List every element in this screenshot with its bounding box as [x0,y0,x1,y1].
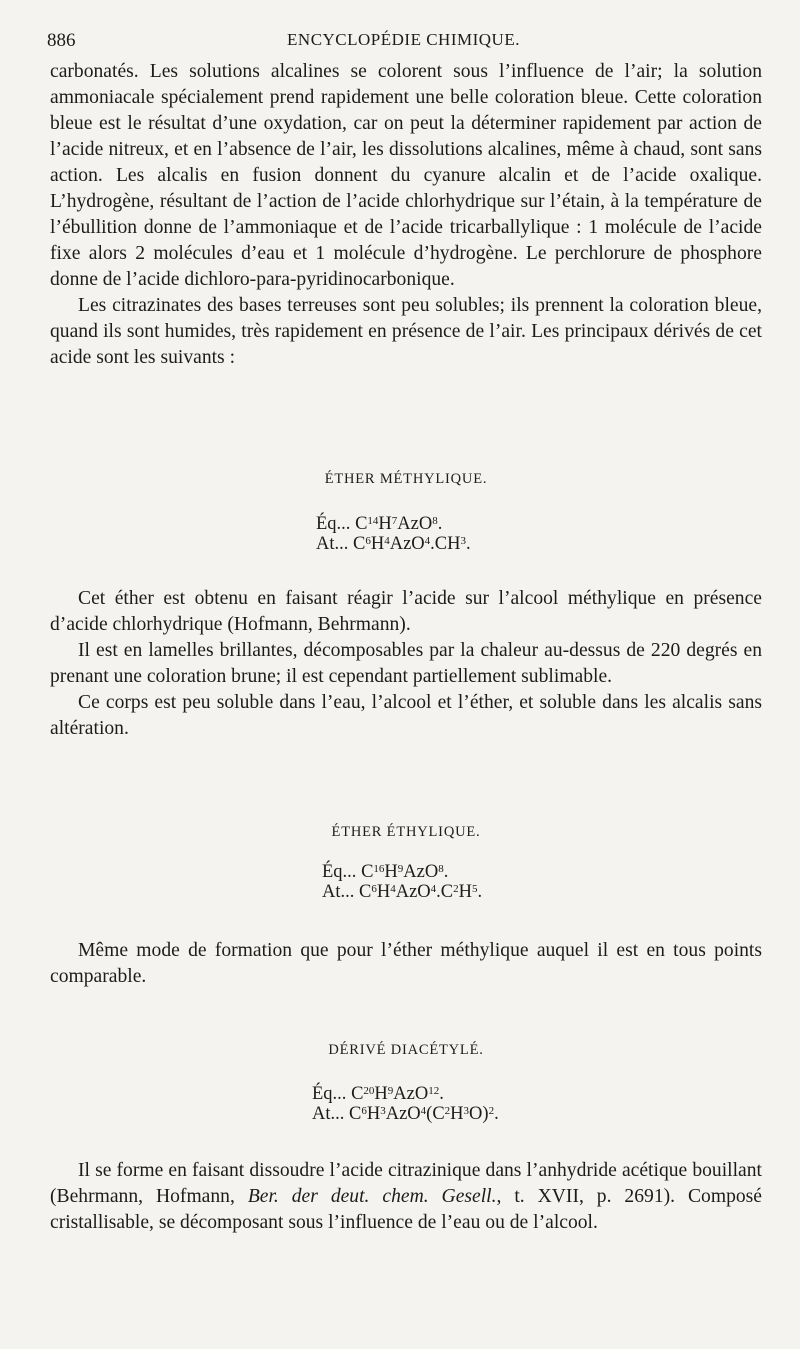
formula-at: At... $C^6H^4AzO^4.C^2H^5$. [322,882,483,902]
heading-ether-ethylique: ÉTHER ÉTHYLIQUE. [331,824,481,840]
formula-at: At... $C^6H^3AzO^4(C^2H^3O)^2$. [312,1104,499,1124]
paragraph-diacetyl: Il se forme en faisant dissoudre l’acide citrazinique dans l’anhydride acétique bouillant (Behrmann, Hofmann, Ber. der deut. chem. Gesell., t. XVII, p. 2691). Composé cristallisable, se décomposant sous l’influence de l’eau ou de l’alcool. [50,1160,762,1233]
formula-at: At... $C^6H^4AzO^4.CH^3$. [316,534,471,554]
page-header [47,30,760,54]
intro-block [50,59,762,371]
paragraph-citrazinates: Les citrazinates des bases terreuses sont peu solubles; ils prennent la coloration bleue, quand ils sont humides, très rapidement en présence de l’air. Les principaux dérivés de cet acide sont les suivants : [50,295,762,368]
ethyl-text-block [50,938,762,990]
formula-eq: Éq... $C^{16}H^9AzO^8$. [322,862,449,882]
diacetyl-text-block [50,1158,762,1236]
formula-eq: Éq... $C^{14}H^7AzO^8$. [316,514,443,534]
paragraph-methyl-preparation: Cet éther est obtenu en faisant réagir l’acide sur l’alcool méthylique en présence d’acide chlorhydrique (Hofmann, Behrmann). [50,588,762,635]
formula-ether-ethylique [322,862,622,902]
journal-title: Ber. der deut. chem. Gesell. [247,1186,497,1207]
running-title: ENCYCLOPÉDIE CHIMIQUE. [287,30,520,49]
paragraph-carbonates: carbonatés. Les solutions alcalines se colorent sous l’influence de l’air; la solution ammoniacale spécialement prend rapidement une belle coloration bleue. Cette coloration bleue est le résultat d’une oxydation, car on peut la déterminer rapidement par action de l’acide nitreux, et en l’absence de l’air, les dissolutions alcalines, même à chaud, sont sans action. Les alcalis en fusion donnent du cyanure alcalin et de l’acide oxalique. L’hydrogène, résultant de l’action de l’acide chlorhydrique sur l’étain, à la température de l’ébullition donne de l’ammoniaque et de l’acide tricarballylique : 1 molécule de l’acide fixe alors 2 molécules d’eau et 1 molécule d’hydrogène. Le perchlorure de phosphore donne de l’acide dichloro-para-pyridinocarbonique. [50,61,762,290]
heading-derive-diacetyle: DÉRIVÉ DIACÉTYLÉ. [328,1042,484,1058]
formula-derive-diacetyle [312,1084,632,1124]
heading-ether-methylique: ÉTHER MÉTHYLIQUE. [324,471,488,487]
formula-eq: Éq... $C^{20}H^9AzO^{12}$. [312,1084,444,1104]
methyl-text-block [50,586,762,742]
paragraph-ethyl: Même mode de formation que pour l’éther méthylique auquel il est en tous points comparable. [50,940,762,987]
paragraph-methyl-solubility: Ce corps est peu soluble dans l’eau, l’alcool et l’éther, et soluble dans les alcalis sans altération. [50,692,762,739]
page-number: 886 [47,30,76,51]
paragraph-methyl-properties: Il est en lamelles brillantes, décomposables par la chaleur au-dessus de 220 degrés en prenant une coloration brune; il est cependant partiellement sublimable. [50,640,762,687]
formula-ether-methylique [316,514,616,554]
